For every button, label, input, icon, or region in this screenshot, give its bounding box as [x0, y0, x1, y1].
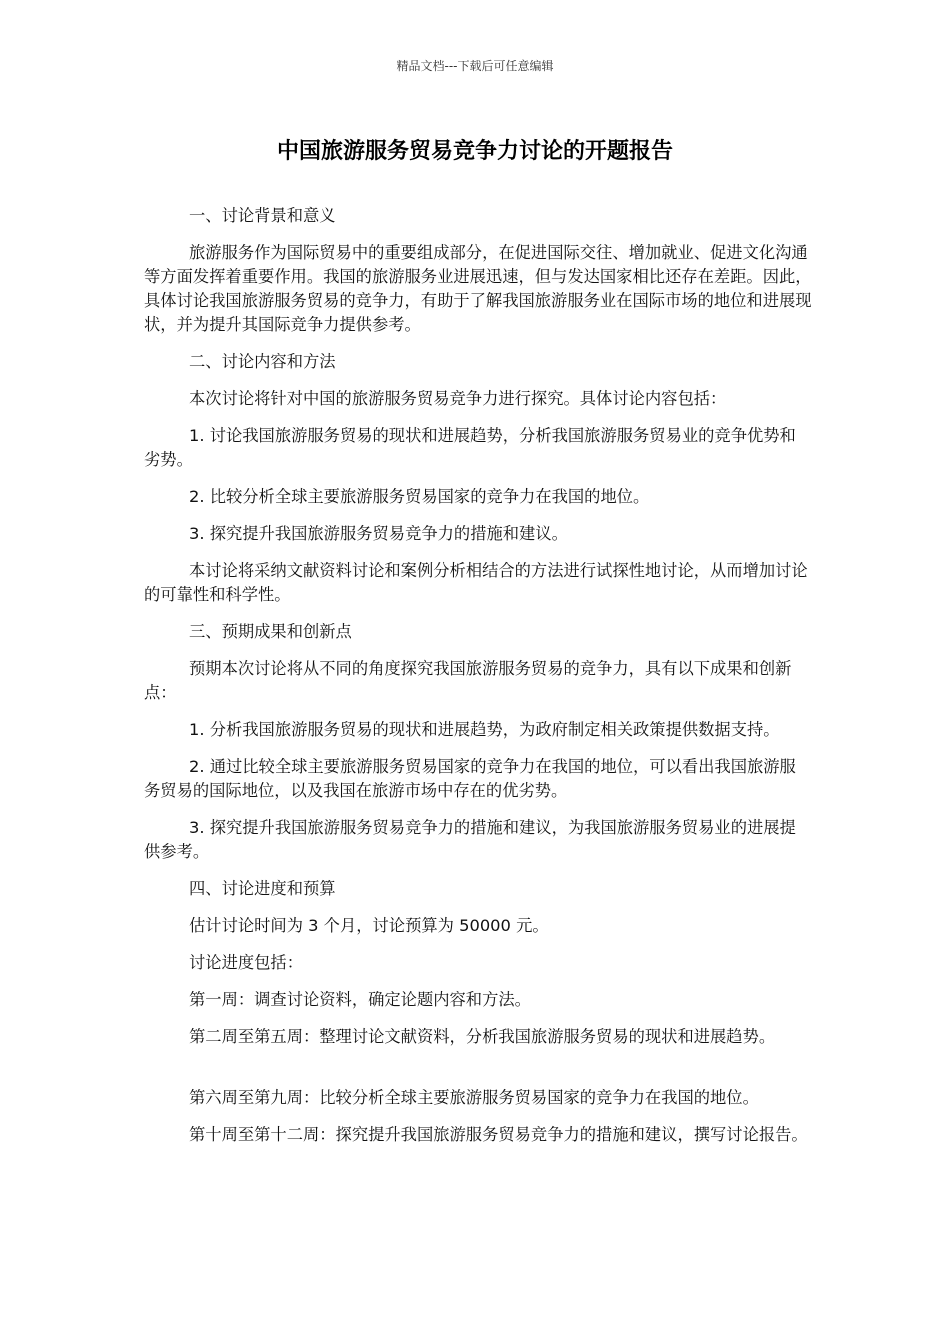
- schedule-item-week-2-5: 第二周至第五周：整理讨论文献资料，分析我国旅游服务贸易的现状和进展趋势。: [189, 1027, 776, 1046]
- section-heading-background: 一、讨论背景和意义: [189, 206, 336, 225]
- section-heading-content-methods: 二、讨论内容和方法: [189, 352, 336, 371]
- schedule-item-week-1: 第一周：调查讨论资料，确定论题内容和方法。: [189, 990, 531, 1009]
- paragraph-outcomes-intro: 预期本次讨论将从不同的角度探究我国旅游服务贸易的竞争力，具有以下成果和创新点：: [144, 659, 792, 702]
- schedule-item-week-10-12: 第十周至第十二周：探究提升我国旅游服务贸易竞争力的措施和建议，撰写讨论报告。: [189, 1125, 808, 1144]
- paragraph-content-intro: 本次讨论将针对中国的旅游服务贸易竞争力进行探究。具体讨论内容包括：: [189, 389, 727, 408]
- document-body: [144, 204, 812, 1147]
- list-item-content-1: 1. 讨论我国旅游服务贸易的现状和进展趋势，分析我国旅游服务贸易业的竞争优势和劣势。: [144, 426, 796, 469]
- paragraph-time-budget: 估计讨论时间为 3 个月，讨论预算为 50000 元。: [189, 916, 549, 935]
- section-heading-outcomes: 三、预期成果和创新点: [189, 622, 352, 641]
- list-item-outcome-2: 2. 通过比较全球主要旅游服务贸易国家的竞争力在我国的地位，可以看出我国旅游服务贸易的国际地位，以及我国在旅游市场中存在的优劣势。: [144, 757, 796, 800]
- document-title: 中国旅游服务贸易竞争力讨论的开题报告: [276, 139, 673, 164]
- page-header-watermark: 精品文档---下载后可任意编辑: [396, 59, 554, 73]
- paragraph-schedule-intro: 讨论进度包括：: [189, 953, 303, 972]
- schedule-item-week-6-9: 第六周至第九周：比较分析全球主要旅游服务贸易国家的竞争力在我国的地位。: [189, 1088, 759, 1107]
- paragraph-background: 旅游服务作为国际贸易中的重要组成部分，在促进国际交往、增加就业、促进文化沟通等方面发挥着重要作用。我国的旅游服务业进展迅速，但与发达国家相比还存在差距。因此，具体讨论我国旅游服务贸易的竞争力，有助于了解我国旅游服务业在国际市场的地位和进展现状，并为提升其国际竞争力提供参考。: [144, 243, 812, 334]
- list-item-outcome-1: 1. 分析我国旅游服务贸易的现状和进展趋势，为政府制定相关政策提供数据支持。: [189, 720, 780, 739]
- list-item-content-3: 3. 探究提升我国旅游服务贸易竞争力的措施和建议。: [189, 524, 568, 543]
- list-item-outcome-3: 3. 探究提升我国旅游服务贸易竞争力的措施和建议，为我国旅游服务贸易业的进展提供参考。: [144, 818, 796, 861]
- section-heading-schedule-budget: 四、讨论进度和预算: [189, 879, 336, 898]
- paragraph-methods: 本讨论将采纳文献资料讨论和案例分析相结合的方法进行试探性地讨论，从而增加讨论的可靠性和科学性。: [144, 561, 808, 604]
- list-item-content-2: 2. 比较分析全球主要旅游服务贸易国家的竞争力在我国的地位。: [189, 487, 650, 506]
